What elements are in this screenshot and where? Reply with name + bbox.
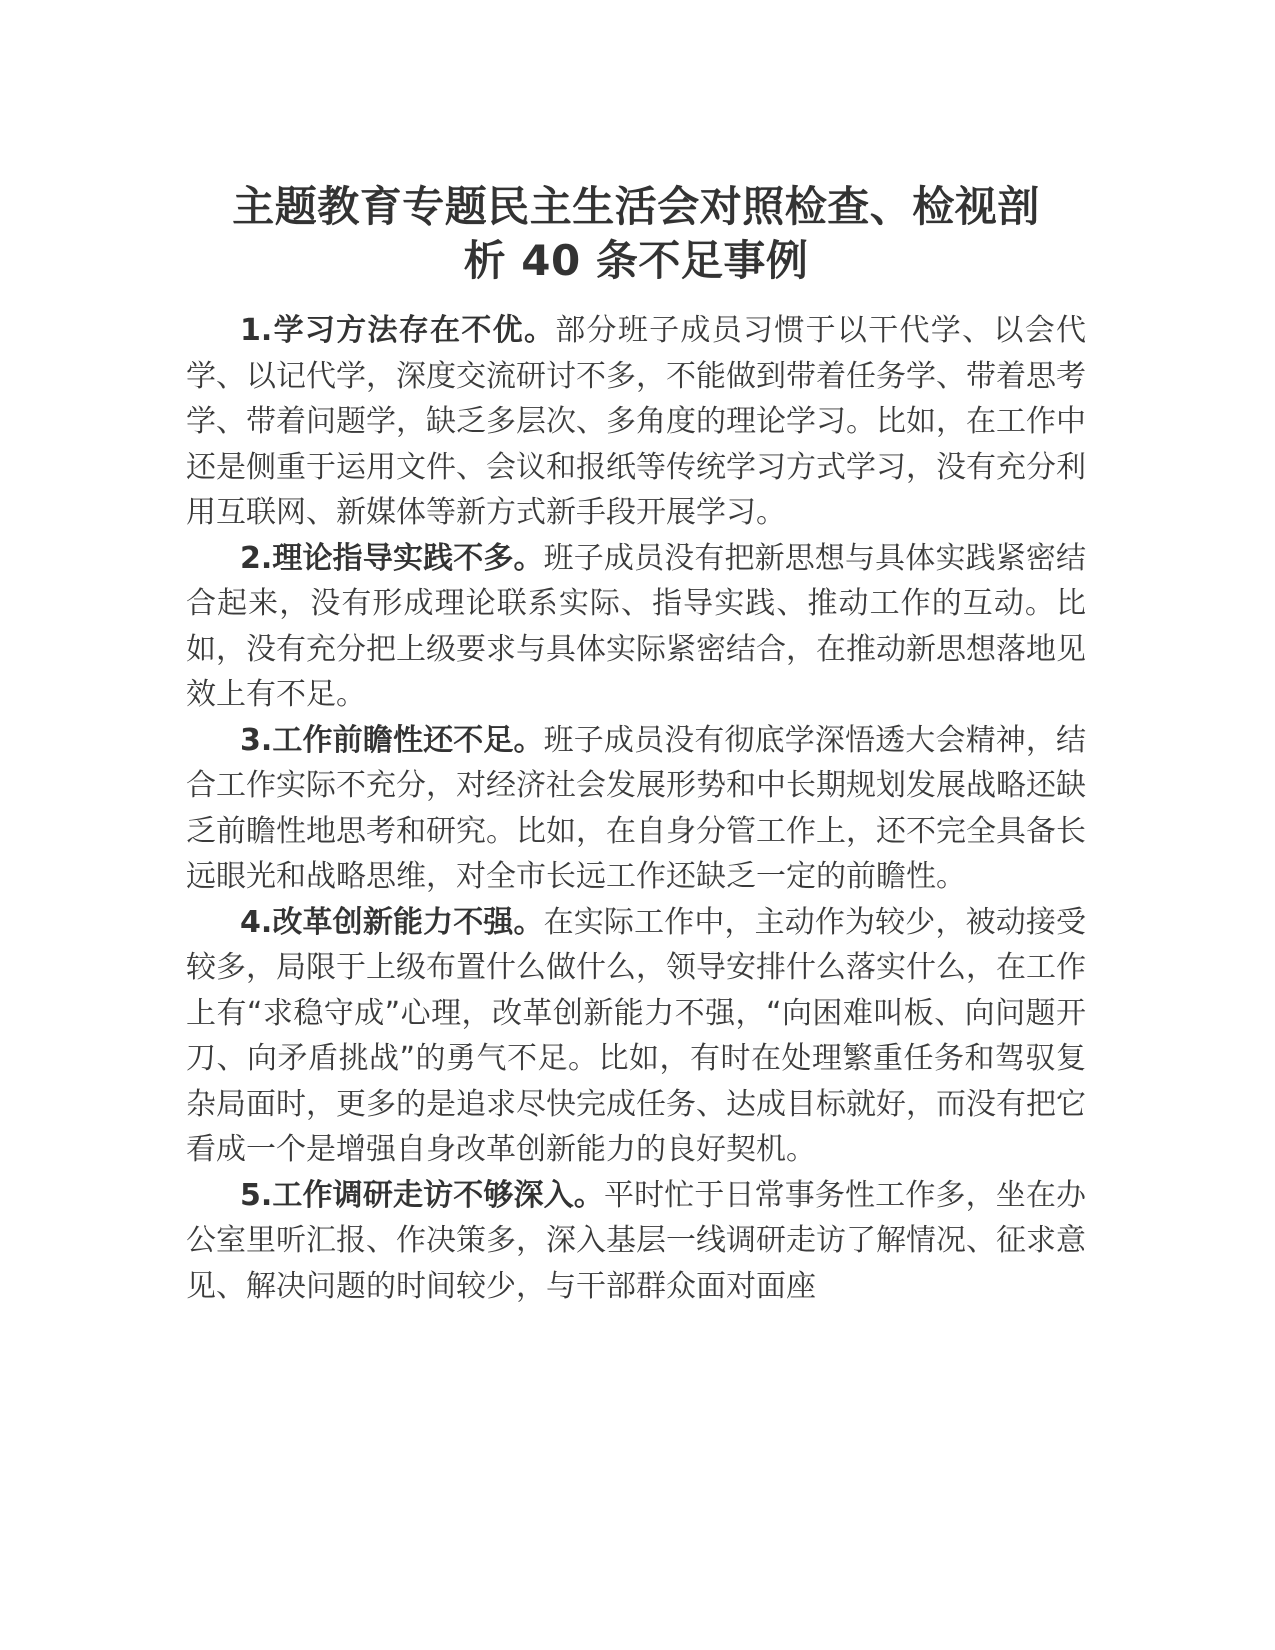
- paragraph-1-text: 部分班子成员习惯于以干代学、以会代学、以记代学，深度交流研讨不多，不能做到带着任务学、带着思考学、带着问题学，缺乏多层次、多角度的理论学习。比如，在工作中还是侧重于运用文件、会议和报纸等传统学习方式学习，没有充分利用互联网、新媒体等新方式新手段开展学习。: [186, 313, 1086, 530]
- paragraph-3: [186, 718, 1086, 900]
- document-page: [186, 180, 1086, 1309]
- paragraph-4: [186, 900, 1086, 1173]
- paragraph-3-heading: 3.工作前瞻性还不足。: [240, 722, 544, 758]
- paragraph-1: [186, 308, 1086, 536]
- document-body: [186, 308, 1086, 1309]
- paragraph-4-heading: 4.改革创新能力不强。: [240, 904, 544, 940]
- paragraph-2: [186, 536, 1086, 718]
- document-title: [186, 180, 1086, 288]
- paragraph-2-heading: 2.理论指导实践不多。: [240, 540, 544, 576]
- paragraph-5: [186, 1173, 1086, 1310]
- paragraph-2-text: 班子成员没有把新思想与具体实践紧密结合起来，没有形成理论联系实际、指导实践、推动工作的互动。比如，没有充分把上级要求与具体实际紧密结合，在推动新思想落地见效上有不足。: [186, 540, 1086, 712]
- title-line-2: 析 40 条不足事例: [463, 236, 809, 285]
- paragraph-5-heading: 5.工作调研走访不够深入。: [240, 1177, 604, 1213]
- paragraph-3-text: 班子成员没有彻底学深悟透大会精神，结合工作实际不充分，对经济社会发展形势和中长期规划发展战略还缺乏前瞻性地思考和研究。比如，在自身分管工作上，还不完全具备长远眼光和战略思维，对全市长远工作还缺乏一定的前瞻性。: [186, 722, 1086, 894]
- paragraph-4-text: 在实际工作中，主动作为较少，被动接受较多，局限于上级布置什么做什么，领导安排什么落实什么，在工作上有“求稳守成”心理，改革创新能力不强，“向困难叫板、向问题开刀、向矛盾挑战”的勇气不足。比如，有时在处理繁重任务和驾驭复杂局面时，更多的是追求尽快完成任务、达成目标就好，而没有把它看成一个是增强自身改革创新能力的良好契机。: [186, 904, 1086, 1167]
- title-line-1: 主题教育专题民主生活会对照检查、检视剖: [232, 182, 1040, 231]
- paragraph-1-heading: 1.学习方法存在不优。: [240, 313, 556, 348]
- paragraph-5-text: 平时忙于日常事务性工作多，坐在办公室里听汇报、作决策多，深入基层一线调研走访了解情况、征求意见、解决问题的时间较少，与干部群众面对面座: [186, 1177, 1087, 1304]
